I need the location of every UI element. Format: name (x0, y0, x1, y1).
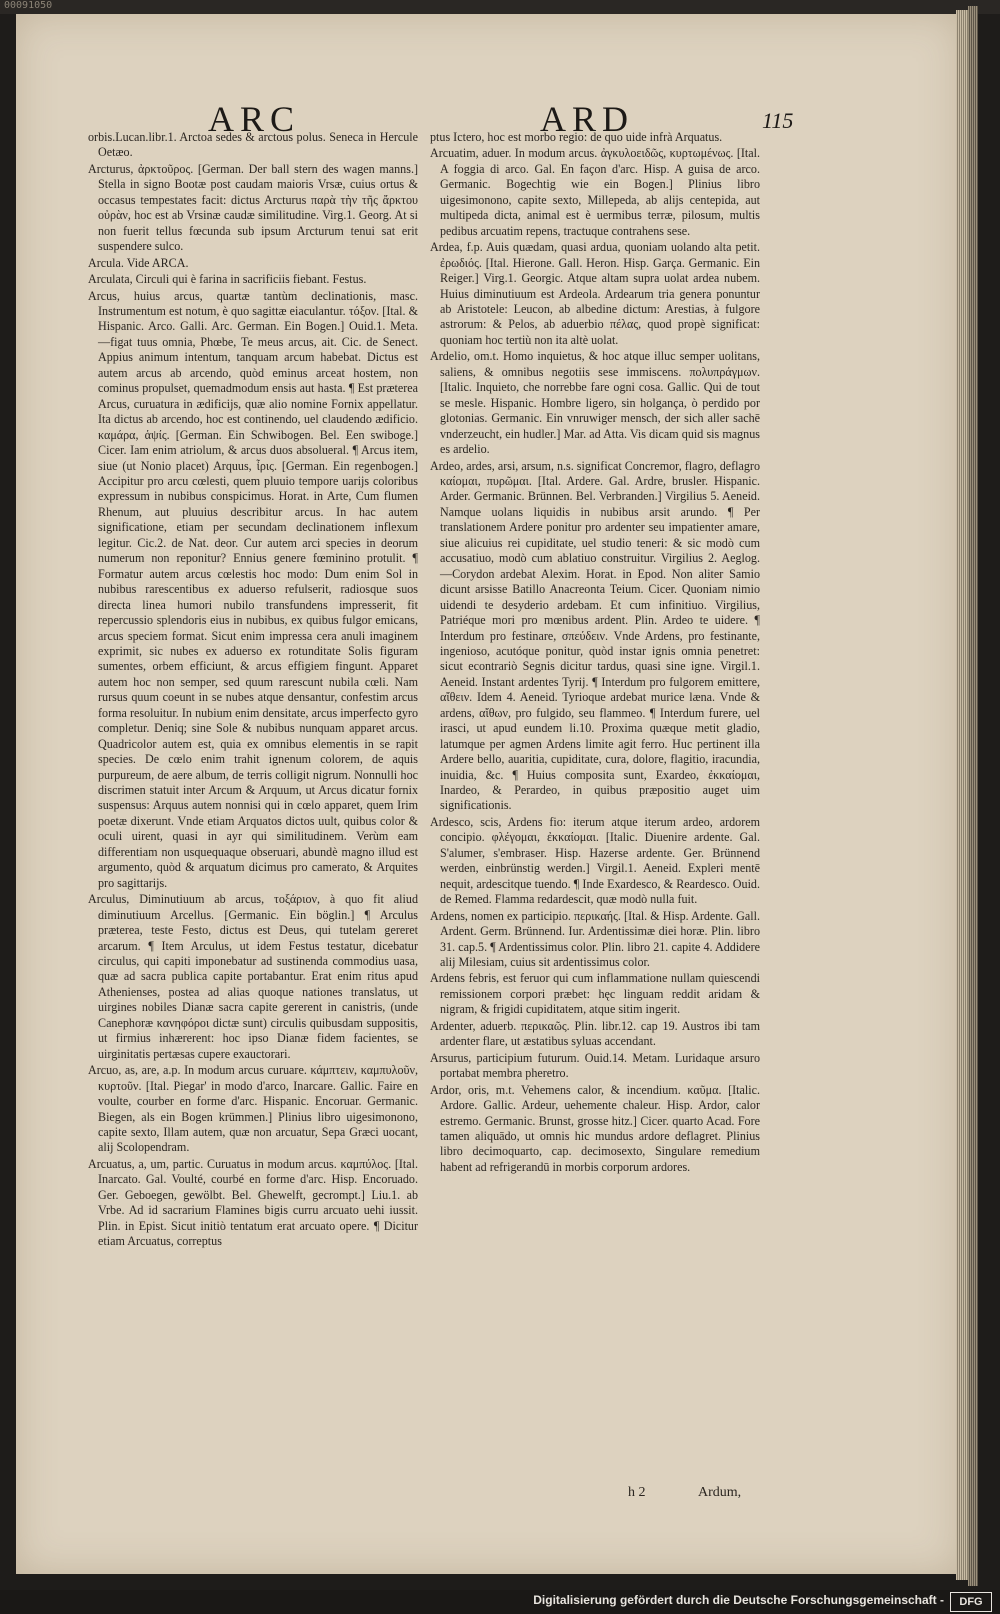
dfg-logo: DFG (950, 1592, 992, 1612)
running-head-right: ARD (540, 99, 635, 139)
page-edges-outer (968, 6, 978, 1586)
scan-top-strip (0, 0, 1000, 14)
entry-text: Ardea, f.p. Auis quædam, quasi ardua, quoniam uolando alta petit. ἐρωδιός. [Ital. Hierone. Gall. Heron. Hisp. Garça. Germanic. Ein Reiger.] Virg.1. Georgic. Atque altam supra uolat ardea nubem. Huius diminutiuum est Ardeola. Ardearum tria genera ponuntur ab Aristotele: Leucon, ab albedine dictum: Arestias, à fulgore astrorum: & Pelos, ab aduerbio πέλας, quod propè significat: quoniam hoc tertiù non ita altè uolat. (430, 240, 760, 347)
entry-text: Arculus, Diminutiuum ab arcus, τοξάριον, à quo fit aliud diminutiuum Arcellus. [Germanic. Ein böglin.] ¶ Arculus præterea, teste Festo, dictus est Deus, qui tutelam gereret arcarum. ¶ Item Arculus, ut idem Festus testatur, dicebatur circulus, qui capiti imponebatur ad sustinenda commodius uasa, quæ ad sacra publica capite portabantur. Erat enim ritus apud Athenienses, postea ad alias quoque nationes translatus, ut uirgines nobiles Dianæ sacra capite gererent in canistris, (unde Canephoræ κανηφόροι dictæ sunt) circulis quibusdam suppositis, ut firmius inhærerent: hoc ipso Dianæ fidem facientes, se uirginitatis pertæsas cupere exauctorari. (88, 892, 418, 1061)
entry-text: Arcus, huius arcus, quartæ tantùm declinationis, masc. Instrumentum est notum, è quo sagittæ eiaculantur. τόξον. [Ital. & Hispanic. Arco. Galli. Arc. German. Ein Bogen.] Ouid.1. Meta. —figat tuus omnia, Phœbe, Te meus arcus, ait. Cic. de Senect. Appius animum intentum, tanquam arcum habebat. Dictus est autem arcus ab arcendo, quòd eminus arceat hostem, non cominus propulset, quemadmodum ensis aut hasta. ¶ Est præterea Arcus, curuatura in ædificijs, quæ alio nomine Fornix appellatur. Ita dictus ab arcendo, hoc est continendo, uel claudendo ædificio. καμάρα, ἁψίς. [German. Ein Schwibogen. Bel. Een swiboge.] Cicer. Iam enim atriolum, & arcus duos absolueral. ¶ Arcus item, siue (ut Nonio placet) Arquus, ἶρις. [German. Ein regenbogen.] Accipitur pro arcu cœlesti, quem pluuio tempore uarijs coloribus expressum in nubibus conspicimus. Horat. in Arte, Cum flumen Rhenum, aut pluuius describitur arcus. In hac autem significatione, etiam per secundam declinationem inflexum legitur. Cic.2. de Nat. deor. Cur autem arci species in deorum numerum non reponitur? Ennius genere fœminino protulit. ¶ Formatur autem arcus cœlestis hoc modo: Dum enim Sol in nubibus rarescentibus ex aduerso refulserit, radiosque suos directa linea humori nubilo transfundens impresserit, fit repercussio splendoris eius in nubibus, ex quibus fulgor emicans, arcus speciem format. Sicut enim impressa cera anuli imaginem exprimit, sic nubes ex aduerso ex rotunditate Solis figuram sumentes, orbem efficiunt, & arcus effigiem fingunt. Apparet autem hoc non semper, sed quum rarescunt nubila cœli. Nam rursus quum coeunt in se nubes atque densantur, confestim arcus forma resoluitur. In nubium enim densitate, arcus imperfecto gyro completur. Deniq; sine Sole & nubibus nunquam apparet arcus. Quadricolor autem est, quia ex omnibus elementis in se rapit species. De cœlo enim trahit ignenum colorem, de aquis purpureum, de aere album, de terris colligit nigrum. Nonnulli hoc discrimen statuit inter Arcum & Arquum, ut Arcus dicatur fornix suspensus: Arquus autem nonnisi qui in cœlo apparet, quem Irim poetæ dixerunt. Vnde etiam Arquatos dictos uult, quibus color & oculi uirent, quasi in ayr qui similitudinem. Verùm eam differentiam non usquequaque obseruari, abundè magno illud est argumento, quòd & arquatum dicimus pro camerato, & Arquites pro sagittarijs. (88, 288, 418, 890)
catchword: Ardum, (698, 1485, 742, 1500)
entry-text: Arsurus, participium futurum. Ouid.14. Metam. Luridaque arsuro portabat membra pheretro. (430, 1050, 760, 1081)
left-column (88, 130, 418, 1251)
entry-text: Ardesco, scis, Ardens fio: iterum atque iterum ardeo, ardorem concipio. φλέγομαι, ἐκκαίομαι. [Italic. Diuenire ardente. Gal. S'alumer, s'embraser. Hisp. Hazerse ardente. Ger. Brünnend werden, einbrünstig werden.] Virgil.1. Aeneid. Expleri mentē nequit, ardescitque tuendo. ¶ Inde Exardesco, & Reardesco. Ouid. de Remed. Flamma redardescit, quæ modò nulla fuit. (430, 814, 760, 907)
entry-text: Ardenter, aduerb. περικαῶς. Plin. libr.12. cap 19. Austros ibi tam ardenter flare, ut æstatibus syluas accendant. (430, 1018, 760, 1049)
entry-text: Arculata, Circuli qui è farina in sacrificiis fiebant. Festus. (88, 272, 367, 287)
entry-text: Arcuatim, aduer. In modum arcus. ἀγκυλοειδῶς, κυρτωμένως. [Ital. A foggia di arco. Gal. En façon d'arc. Hisp. A guisa de arco. Germanic. Bogechtig wie ein Bogen.] Plinius libro uigesimonono, capite sexto, Millepeda, ab alijs centepida, aut multipeda dicta, animal est è uermibus terræ, pilosum, multis pedibus arcuatim repens, tractuque contrahens sese. (430, 146, 760, 238)
footer-credit: Digitalisierung gefördert durch die Deutsche Forschungsgemeinschaft - (533, 1593, 944, 1607)
entry-text: Arcuatus, a, um, partic. Curuatus in modum arcus. καμπύλος. [Ital. Inarcato. Gal. Voulté, courbé en forme d'arc. Hisp. Encoruado. Ger. Geboegen, gewölbt. Bel. Ghewelft, gecrompt.] Liu.1. ab Vrbe. Ad id sacrarium Flamines bigis curru arcuato uehi iussit. Plin. in Epist. Sicut initiò tentatum erat arcuato opere. ¶ Dicitur etiam Arcuatus, correptus (88, 1156, 418, 1249)
running-head-left: ARC (208, 99, 301, 139)
entry-text: Arcturus, ἀρκτοῦρος. [German. Der ball stern des wagen manns.] Stella in signo Bootæ post caudam maioris Vrsæ, cuius ortus & occasus tempestates facit: dictus Arcturus παρὰ τὴν τῆς ἄρκτου οὐρὰν, hoc est ab Vrsinæ caudæ similitudine. Virg.1. Georg. At si non fuerit tellus fœcunda sub ipsum Arcturum tenui sat erit suspendere sulco. (88, 161, 418, 254)
right-column (430, 130, 760, 1176)
entry-text: Ardens, nomen ex participio. περικαής. [Ital. & Hisp. Ardente. Gall. Ardent. Germ. Brünnend. Iur. Ardentissimæ diei horæ. Plin. libro 31. cap.5. ¶ Ardentissimus color. Plin. libro 21. capite 4. Addidere alij Milesiam, cuius sit ardentissimus color. (430, 908, 760, 970)
entry-text: ptus Ictero, hoc est morbo regio: de quo uide infrà Arquatus. (430, 130, 723, 144)
scan-id: 00091050 (4, 0, 53, 11)
entry-text: Arcuo, as, are, a.p. In modum arcus curuare. κάμπτειν, καμπυλοῦν, κυρτοῦν. [Ital. Piegar' in modo d'arco, Inarcare. Gallic. Faire en voulte, courber en forme d'arc. Hispanic. Encoruar. Germanic. Biegen, als ein Bogen krümmen.] Plinius libro uigesimonono, capite sexto, Illam autem, quæ non arcuatur, Sepa Græci uocant, alij Scolopendram. (88, 1063, 418, 1155)
page-number: 115 (762, 108, 794, 133)
signature-mark: h 2 (628, 1485, 646, 1500)
entry-text: Ardor, oris, m.t. Vehemens calor, & incendium. καῦμα. [Italic. Ardore. Gallic. Ardeur, uehemente chaleur. Hisp. Ardor, calor estremo. Germanic. Brunst, grosse hitz.] Cicer. quarto Acad. Fore tamen aliquādo, ut omnis hic mundus ardore deflagret. Plinius libro decimoquarto, cap. decimosexto, Singulare remedium habent ad refrigerandū in morbis corporum ardores. (430, 1082, 760, 1174)
footer-bar (0, 1590, 1000, 1614)
entry-text: Ardens febris, est feruor qui cum inflammatione nullam quiescendi remissionem corpori præbet: hęc linguam reddit aridam & nigram, & frigidi cupiditatem, atque sitim ingerit. (430, 971, 760, 1017)
entry-text: Arcula. Vide ARCA. (88, 255, 189, 270)
entry-text: orbis.Lucan.libr.1. Arctoa sedes & arctous polus. Seneca in Hercule Oetæo. (88, 130, 418, 160)
entry-text: Ardeo, ardes, arsi, arsum, n.s. significat Concremor, flagro, deflagro καίομαι, πυρῶμαι. [Ital. Ardere. Gal. Ardre, brusler. Hispanic. Arder. Germanic. Brünnen. Bel. Verbranden.] Virgilius 5. Aeneid. Namque uolans liquidis in nubibus arsit arundo. ¶ Per translationem Ardere ponitur pro ardenter seu impatienter amare, siue alicuius rei cupiditate, uel studio teneri: & sic modò cum accusatiuo, modò cum ablatiuo construitur. Virgilius 2. Aeglog. —Corydon ardebat Alexim. Horat. in Epod. Non aliter Samio dicunt arsisse Batillo Anacreonta Teium. Cicer. Quoniam nimio uidendi te desyderio ardebam. Et cum infinitiuo. Virgilius, Patriéque mori pro mœnibus ardent. Plin. Ardeo te uidere. ¶ Interdum pro festinare, σπεύδειν. Vnde Ardens, pro festinante, ingenioso, acutóque ponitur, quòd instar ignis omnia penetret: sicut econtrariò Segnis dicitur tardus, quasi sine igne. Virgil.1. Aeneid. Instant ardentes Tyrij. ¶ Interdum pro fulgorem emittere, αἴθειν. Idem 4. Aeneid. Tyrioque ardebat murice læna. Vnde & ardens, αἴθων, pro fulgido, seu flammeo. ¶ Interdum furere, uel irasci, ut apud eundem li.10. Proxima quæque metit gladio, latumque per agmen Ardens limite agit ferro. Huc pertinent illa Ardere bello, auaritia, cupiditate, cura, dolore, flagitio, iracundia, inuidia, &c. ¶ Huius composita sunt, Exardeo, ἐκκαίομαι, Inardeo, & Perardeo, in quibus præpositio auget uim significationis. (430, 458, 760, 813)
entry-text: Ardelio, om.t. Homo inquietus, & hoc atque illuc semper uolitans, saliens, & omnibus negotiis sese immiscens. πολυπράγμων. [Italic. Inquieto, che norrebbe fare ogni cosa. Gallic. Qui de tout se mesle. Hispanic. Hombre ligero, sin holgança, ò perdido por glotonias. Germanic. Ein vnruwiger mensch, der sich aller sachē vnderzeucht, ein hudler.] Mar. ad Atta. Vis dicam quid sis magnus es ardelio. (430, 349, 760, 457)
